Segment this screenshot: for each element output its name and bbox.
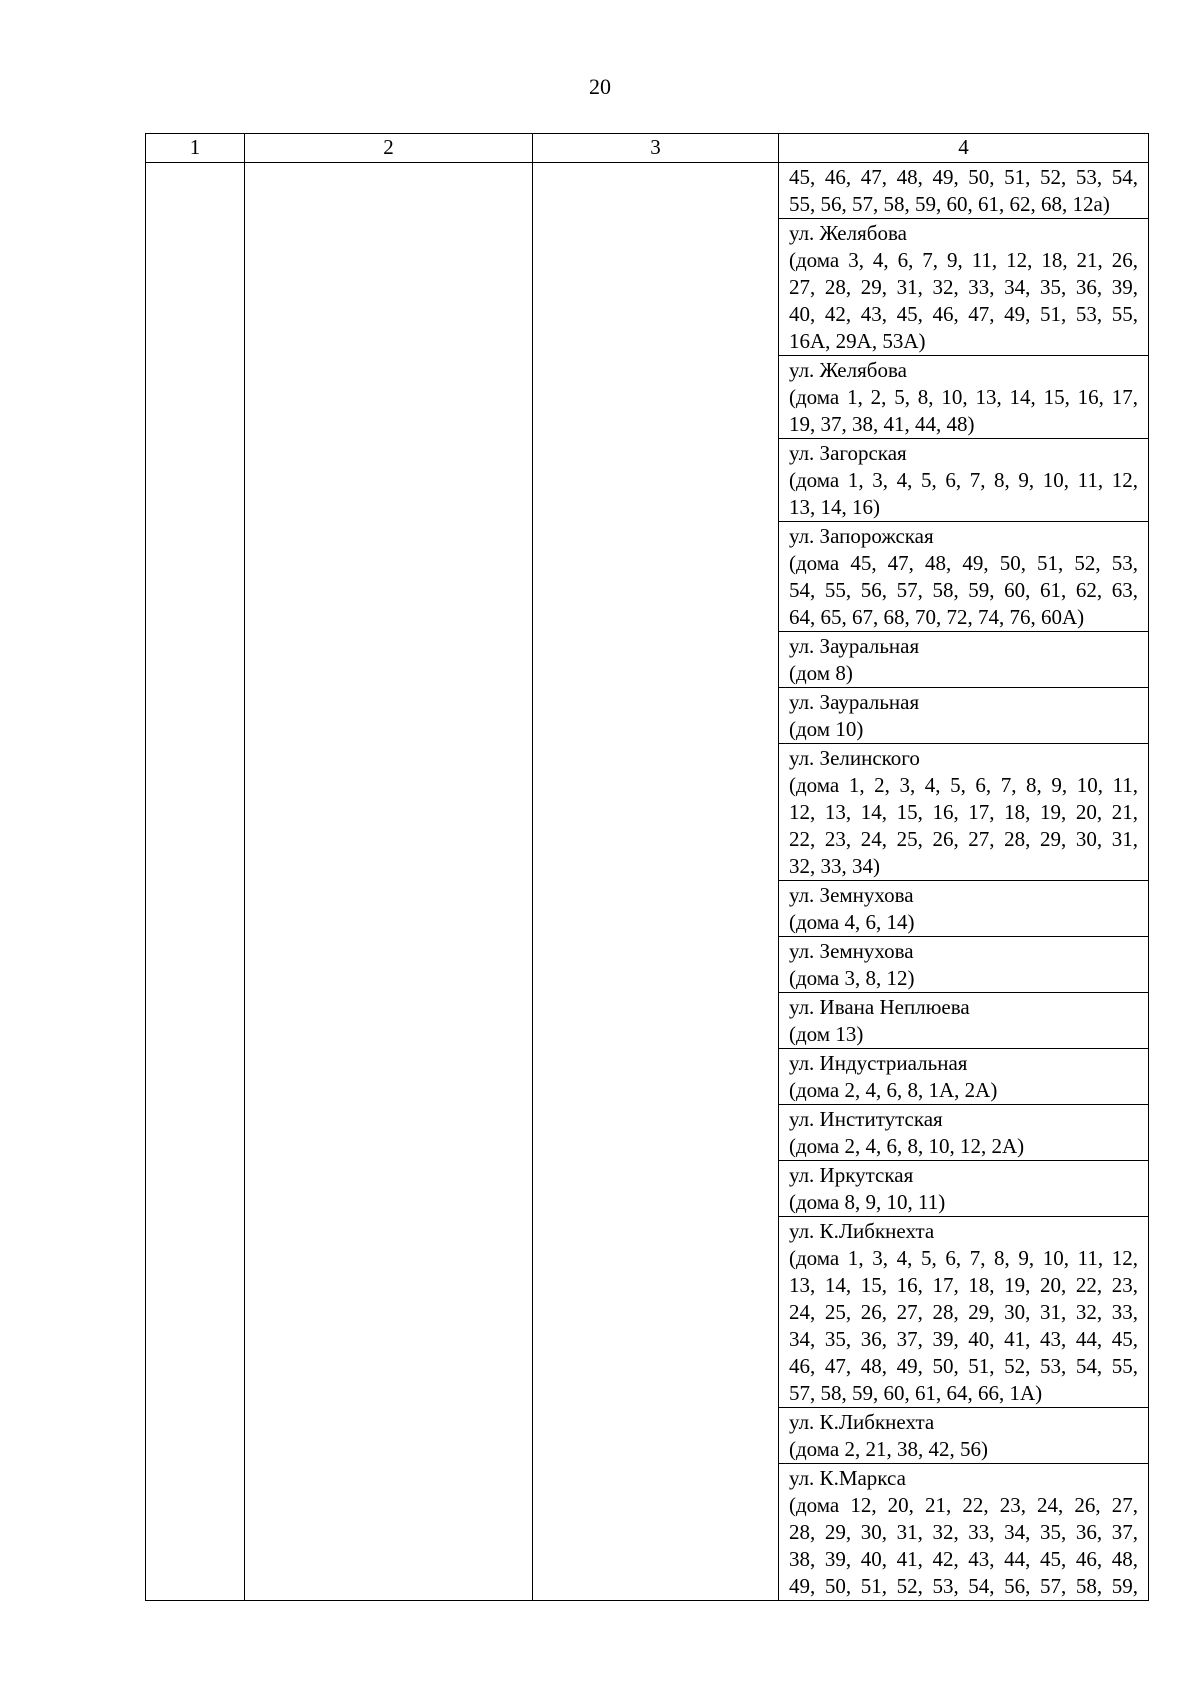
column-header-2: 2 <box>245 134 533 163</box>
house-numbers-line: 45, 46, 47, 48, 49, 50, 51, 52, 53, 54, <box>789 165 1138 189</box>
street-name: ул. Зауральная <box>789 634 920 658</box>
street-name: ул. Желябова <box>789 358 907 382</box>
empty-cell-column-3 <box>533 163 779 1601</box>
address-cell <box>779 219 1149 356</box>
street-name: ул. Иркутская <box>789 1163 914 1187</box>
table-body <box>146 163 1149 1601</box>
house-numbers-line: 13, 14, 16) <box>789 495 880 519</box>
address-cell <box>779 993 1149 1049</box>
street-name: ул. К.Маркса <box>789 1466 906 1490</box>
street-name: ул. Зауральная <box>789 690 920 714</box>
house-numbers-line: 40, 42, 43, 45, 46, 47, 49, 51, 53, 55, <box>789 302 1138 326</box>
address-cell <box>779 881 1149 937</box>
house-numbers-line: 13, 14, 15, 16, 17, 18, 19, 20, 22, 23, <box>789 1273 1138 1297</box>
street-name: ул. Загорская <box>789 441 907 465</box>
street-name: ул. Зелинского <box>789 746 920 770</box>
street-name: ул. Ивана Неплюева <box>789 995 970 1019</box>
column-header-1: 1 <box>146 134 245 163</box>
house-numbers-line: (дома 2, 21, 38, 42, 56) <box>789 1437 988 1461</box>
house-numbers-line: (дома 1, 2, 3, 4, 5, 6, 7, 8, 9, 10, 11, <box>789 773 1138 797</box>
table-row <box>146 163 1149 219</box>
empty-cell-column-1 <box>146 163 245 1601</box>
street-name: ул. К.Либкнехта <box>789 1410 935 1434</box>
house-numbers-line: (дома 1, 2, 5, 8, 10, 13, 14, 15, 16, 17, <box>789 385 1138 409</box>
house-numbers-line: (дома 45, 47, 48, 49, 50, 51, 52, 53, <box>789 551 1138 575</box>
page-number: 20 <box>589 74 611 99</box>
house-numbers-line: 19, 37, 38, 41, 44, 48) <box>789 412 975 436</box>
house-numbers-line: (дома 3, 8, 12) <box>789 966 915 990</box>
house-numbers-line: (дома 12, 20, 21, 22, 23, 24, 26, 27, <box>789 1493 1138 1517</box>
address-table <box>145 133 1149 1601</box>
address-cell <box>779 522 1149 632</box>
house-numbers-line: (дом 10) <box>789 717 864 741</box>
street-name: ул. Земнухова <box>789 883 914 907</box>
house-numbers-line: 57, 58, 59, 60, 61, 64, 66, 1А) <box>789 1381 1043 1405</box>
house-numbers-line: 34, 35, 36, 37, 39, 40, 41, 43, 44, 45, <box>789 1327 1138 1351</box>
column-header-4: 4 <box>779 134 1149 163</box>
address-cell <box>779 1464 1149 1601</box>
house-numbers-line: 38, 39, 40, 41, 42, 43, 44, 45, 46, 48, <box>789 1547 1138 1571</box>
house-numbers-line: 28, 29, 30, 31, 32, 33, 34, 35, 36, 37, <box>789 1520 1138 1544</box>
house-numbers-line: 54, 55, 56, 57, 58, 59, 60, 61, 62, 63, <box>789 578 1138 602</box>
address-cell <box>779 688 1149 744</box>
street-name: ул. Желябова <box>789 221 907 245</box>
house-numbers-line: 46, 47, 48, 49, 50, 51, 52, 53, 54, 55, <box>789 1354 1138 1378</box>
street-name: ул. Институтская <box>789 1107 943 1131</box>
house-numbers-line: 27, 28, 29, 31, 32, 33, 34, 35, 36, 39, <box>789 275 1138 299</box>
address-cell <box>779 356 1149 439</box>
street-name: ул. Индустриальная <box>789 1051 968 1075</box>
house-numbers-line: (дома 3, 4, 6, 7, 9, 11, 12, 18, 21, 26, <box>789 248 1138 272</box>
address-cell <box>779 1049 1149 1105</box>
house-numbers-line: 24, 25, 26, 27, 28, 29, 30, 31, 32, 33, <box>789 1300 1138 1324</box>
house-numbers-line: (дома 1, 3, 4, 5, 6, 7, 8, 9, 10, 11, 12, <box>789 1246 1138 1270</box>
house-numbers-line: 22, 23, 24, 25, 26, 27, 28, 29, 30, 31, <box>789 827 1138 851</box>
empty-cell-column-2 <box>245 163 533 1601</box>
street-name: ул. Запорожская <box>789 524 934 548</box>
address-cell <box>779 744 1149 881</box>
address-cell <box>779 1408 1149 1464</box>
house-numbers-line: 64, 65, 67, 68, 70, 72, 74, 76, 60А) <box>789 605 1085 629</box>
house-numbers-line: 49, 50, 51, 52, 53, 54, 56, 57, 58, 59, <box>789 1574 1138 1598</box>
house-numbers-line: (дома 2, 4, 6, 8, 1А, 2А) <box>789 1078 998 1102</box>
house-numbers-line: 32, 33, 34) <box>789 854 880 878</box>
address-cell <box>779 937 1149 993</box>
house-numbers-line: (дом 13) <box>789 1022 864 1046</box>
house-numbers-line: (дома 1, 3, 4, 5, 6, 7, 8, 9, 10, 11, 12, <box>789 468 1138 492</box>
house-numbers-line: (дом 8) <box>789 661 853 685</box>
house-numbers-line: (дома 4, 6, 14) <box>789 910 915 934</box>
column-header-3: 3 <box>533 134 779 163</box>
street-name: ул. Земнухова <box>789 939 914 963</box>
house-numbers-line: 12, 13, 14, 15, 16, 17, 18, 19, 20, 21, <box>789 800 1138 824</box>
address-cell <box>779 439 1149 522</box>
address-cell <box>779 632 1149 688</box>
street-name: ул. К.Либкнехта <box>789 1219 935 1243</box>
house-numbers-line: 55, 56, 57, 58, 59, 60, 61, 62, 68, 12а) <box>789 192 1110 216</box>
house-numbers-line: 16А, 29А, 53А) <box>789 329 926 353</box>
address-cell <box>779 1217 1149 1408</box>
house-numbers-line: (дома 2, 4, 6, 8, 10, 12, 2А) <box>789 1134 1025 1158</box>
house-numbers-line: (дома 8, 9, 10, 11) <box>789 1190 946 1214</box>
address-cell <box>779 163 1149 219</box>
address-cell <box>779 1105 1149 1161</box>
header-row <box>146 134 1149 163</box>
address-cell <box>779 1161 1149 1217</box>
